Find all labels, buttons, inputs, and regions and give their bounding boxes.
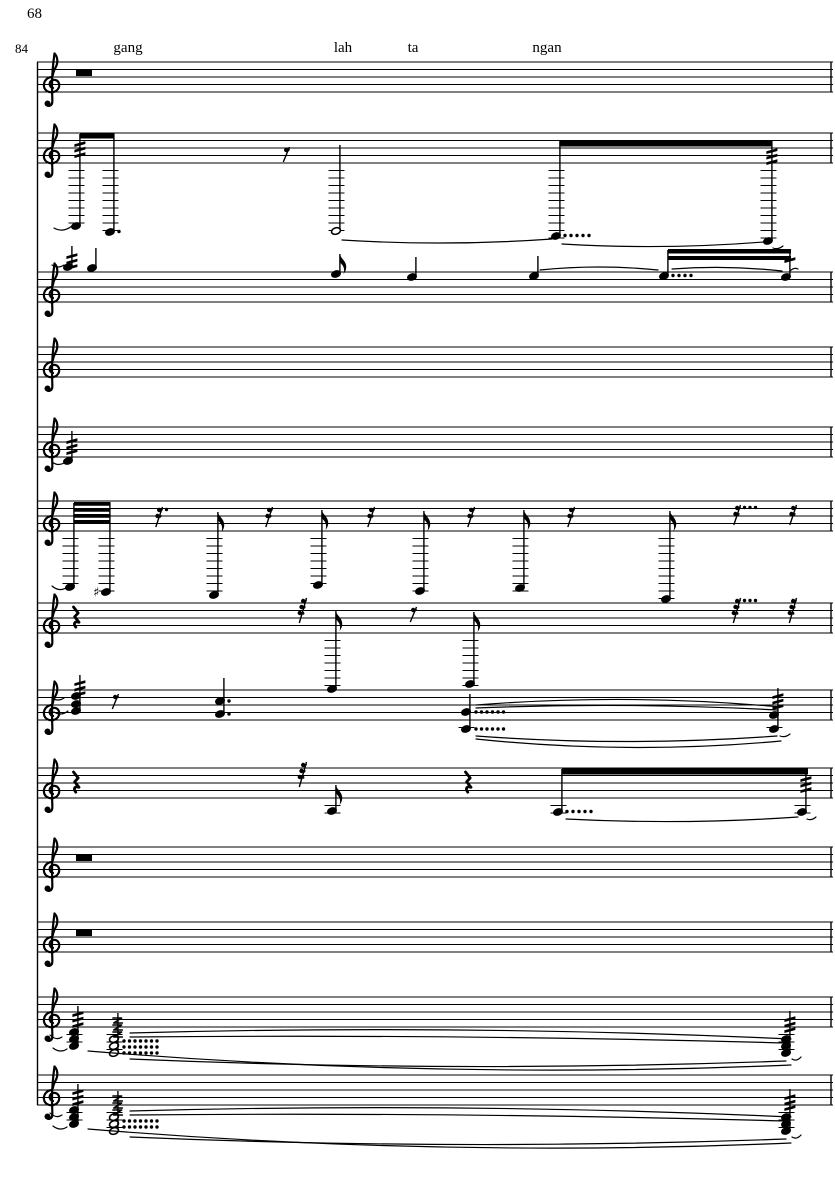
- lyric-syllable: gang: [113, 40, 143, 56]
- staff-lines: [37, 272, 833, 302]
- note: [325, 785, 343, 815]
- eighth-rest: [283, 147, 289, 162]
- staff-lines: [37, 847, 833, 877]
- chord: [67, 1006, 84, 1050]
- slur: [52, 462, 64, 465]
- staff-5: [37, 419, 833, 472]
- beam: [668, 249, 791, 254]
- staff-lines: [37, 427, 833, 457]
- treble-clef-icon: [44, 839, 59, 892]
- chord: [779, 1011, 796, 1057]
- note: [551, 769, 593, 816]
- staff-lines: [37, 62, 833, 92]
- staff-12: [37, 989, 833, 1071]
- note: [207, 512, 225, 599]
- treble-clef-icon: [44, 125, 59, 178]
- slur: [54, 226, 72, 230]
- slur: [792, 1057, 801, 1060]
- staff-6: [37, 493, 833, 604]
- treble-clef-icon: [44, 339, 59, 392]
- slur: [792, 1135, 801, 1138]
- staff-lines: [37, 1075, 833, 1105]
- beam: [74, 520, 111, 524]
- note: [795, 769, 812, 816]
- chord: [71, 675, 86, 715]
- slur: [342, 239, 552, 243]
- slur: [130, 1059, 786, 1067]
- treble-clef-icon: [44, 419, 59, 472]
- staff-7: [37, 595, 833, 694]
- note: [63, 431, 78, 465]
- slur: [476, 739, 781, 748]
- staff-2: [37, 125, 833, 249]
- slur: [562, 242, 764, 247]
- note: [63, 246, 78, 271]
- slur: [52, 586, 66, 590]
- staff-1-voice: [37, 54, 833, 107]
- slur: [53, 1126, 67, 1129]
- staff-lines: [37, 922, 833, 952]
- staff-3: [37, 246, 833, 317]
- note: [513, 510, 531, 592]
- page-number: 68: [27, 6, 42, 22]
- lyrics-line: [113, 40, 562, 56]
- whole-rest: [76, 70, 92, 77]
- treble-clef-icon: [44, 914, 59, 967]
- slur: [130, 1114, 786, 1121]
- slur: [780, 734, 790, 737]
- whole-rest: [76, 855, 92, 862]
- chord: [767, 688, 784, 733]
- slur: [807, 817, 816, 820]
- staff-lines: [37, 690, 833, 720]
- slur: [790, 268, 798, 271]
- staff-lines: [37, 347, 833, 377]
- note: [325, 611, 343, 693]
- lyric-syllable: ngan: [532, 40, 562, 56]
- slur: [540, 267, 658, 270]
- note: [331, 254, 347, 278]
- note: [311, 510, 329, 589]
- beam: [668, 256, 791, 260]
- treble-clef-icon: [44, 493, 59, 546]
- beam: [562, 768, 808, 775]
- staff-8: [37, 675, 833, 748]
- staff-lines: [37, 133, 833, 163]
- eighth-rest: [112, 694, 118, 709]
- treble-clef-icon: [44, 989, 59, 1042]
- slur: [88, 1129, 791, 1148]
- treble-clef-icon: [44, 264, 59, 317]
- note: [87, 248, 98, 272]
- slur: [476, 705, 777, 710]
- slur: [130, 1137, 786, 1145]
- note: [463, 612, 481, 688]
- staff-11: [37, 914, 833, 967]
- note: [761, 141, 778, 245]
- note: [659, 250, 693, 280]
- slur: [476, 736, 777, 742]
- note: [529, 256, 540, 280]
- note: [407, 257, 418, 281]
- treble-clef-icon: [44, 54, 59, 107]
- beam: [560, 140, 772, 147]
- staff-10: [37, 839, 833, 892]
- note: [103, 134, 121, 236]
- chord: [67, 1084, 84, 1128]
- staff-9: [37, 760, 833, 822]
- beam: [74, 502, 111, 506]
- chord: [459, 694, 506, 733]
- slur: [53, 1048, 67, 1051]
- note: [659, 511, 677, 603]
- svg-text:♯: ♯: [93, 585, 100, 601]
- staff-13: [37, 1067, 833, 1149]
- treble-clef-icon: [44, 682, 59, 735]
- whole-rest: [76, 930, 92, 937]
- note: [781, 250, 796, 281]
- treble-clef-icon: [44, 1067, 59, 1120]
- slur: [672, 267, 782, 271]
- beam: [74, 514, 111, 518]
- staff-lines: [37, 603, 833, 633]
- treble-clef-icon: [44, 595, 59, 648]
- treble-clef-icon: [44, 760, 59, 813]
- staff-lines: [37, 997, 833, 1027]
- lyric-syllable: lah: [333, 40, 353, 56]
- note: [329, 145, 345, 235]
- slur: [773, 246, 783, 249]
- measure-number: 84: [15, 41, 28, 56]
- staff-4: [37, 339, 833, 392]
- eighth-rest: [410, 607, 416, 622]
- lyric-syllable: ta: [407, 40, 419, 56]
- chord: [779, 1089, 796, 1135]
- beam: [74, 508, 111, 512]
- slur: [130, 1036, 786, 1043]
- slur: [566, 817, 798, 822]
- beam: [80, 134, 115, 139]
- slur: [88, 1051, 791, 1070]
